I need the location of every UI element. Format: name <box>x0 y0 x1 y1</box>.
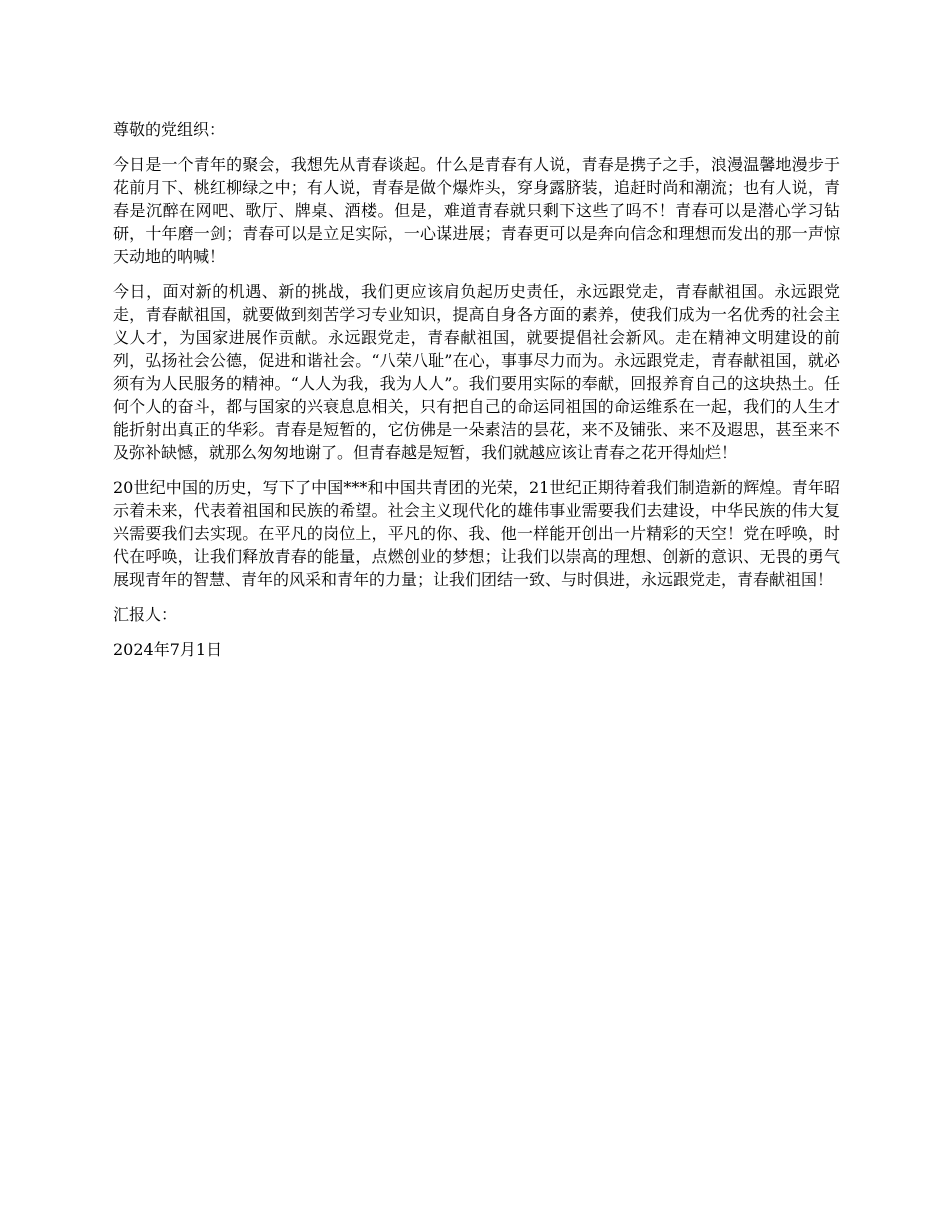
letter-body <box>113 118 840 673</box>
report-date: 2024年7月1日 <box>113 640 223 659</box>
reporter-label: 汇报人： <box>113 605 178 624</box>
paragraph-history: 20世纪中国的历史，写下了中国***和中国共青团的光荣，21世纪正期待着我们制造新的辉煌。青年昭示着未来，代表着祖国和民族的希望。社会主义现代化的雄伟事业需要我们去建设，中华民族的伟大复兴需要我们去实现。在平凡的岗位上，平凡的你、我、他一样能开创出一片精彩的天空！党在呼唤，时代在呼唤，让我们释放青春的能量，点燃创业的梦想；让我们以崇高的理想、创新的意识、无畏的勇气展现青年的智慧、青年的风采和青年的力量；让我们团结一致、与时俱进，永远跟党走，青春献祖国！ <box>113 478 840 589</box>
salutation: 尊敬的党组织： <box>113 120 226 139</box>
paragraph-responsibility: 今日，面对新的机遇、新的挑战，我们更应该肩负起历史责任，永远跟党走，青春献祖国。永远跟党走，青春献祖国，就要做到刻苦学习专业知识，提高自身各方面的素养，使我们成为一名优秀的社会主义人才，为国家进展作贡献。永远跟党走，青春献祖国，就要提倡社会新风。走在精神文明建设的前列，弘扬社会公德，促进和谐社会。“八荣八耻”在心，事事尽力而为。永远跟党走，青春献祖国，就必须有为人民服务的精神。“人人为我，我为人人”。我们要用实际的奉献，回报养育自己的这块热土。任何个人的奋斗，都与国家的兴衰息息相关，只有把自己的命运同祖国的命运维系在一起，我们的人生才能折射出真正的华彩。青春是短暂的，它仿佛是一朵素洁的昙花，来不及铺张、来不及遐思，甚至来不及弥补缺憾，就那么匆匆地谢了。但青春越是短暂，我们就越应该让青春之花开得灿烂！ <box>113 282 840 462</box>
paragraph-youth: 今日是一个青年的聚会，我想先从青春谈起。什么是青春有人说，青春是携子之手，浪漫温馨地漫步于花前月下、桃红柳绿之中；有人说，青春是做个爆炸头，穿身露脐装，追赶时尚和潮流；也有人说，青春是沉醉在网吧、歌厅、牌桌、酒楼。但是，难道青春就只剩下这些了吗不！青春可以是潜心学习钻研，十年磨一剑；青春可以是立足实际，一心谋进展；青春更可以是奔向信念和理想而发出的那一声惊天动地的呐喊！ <box>113 155 840 266</box>
